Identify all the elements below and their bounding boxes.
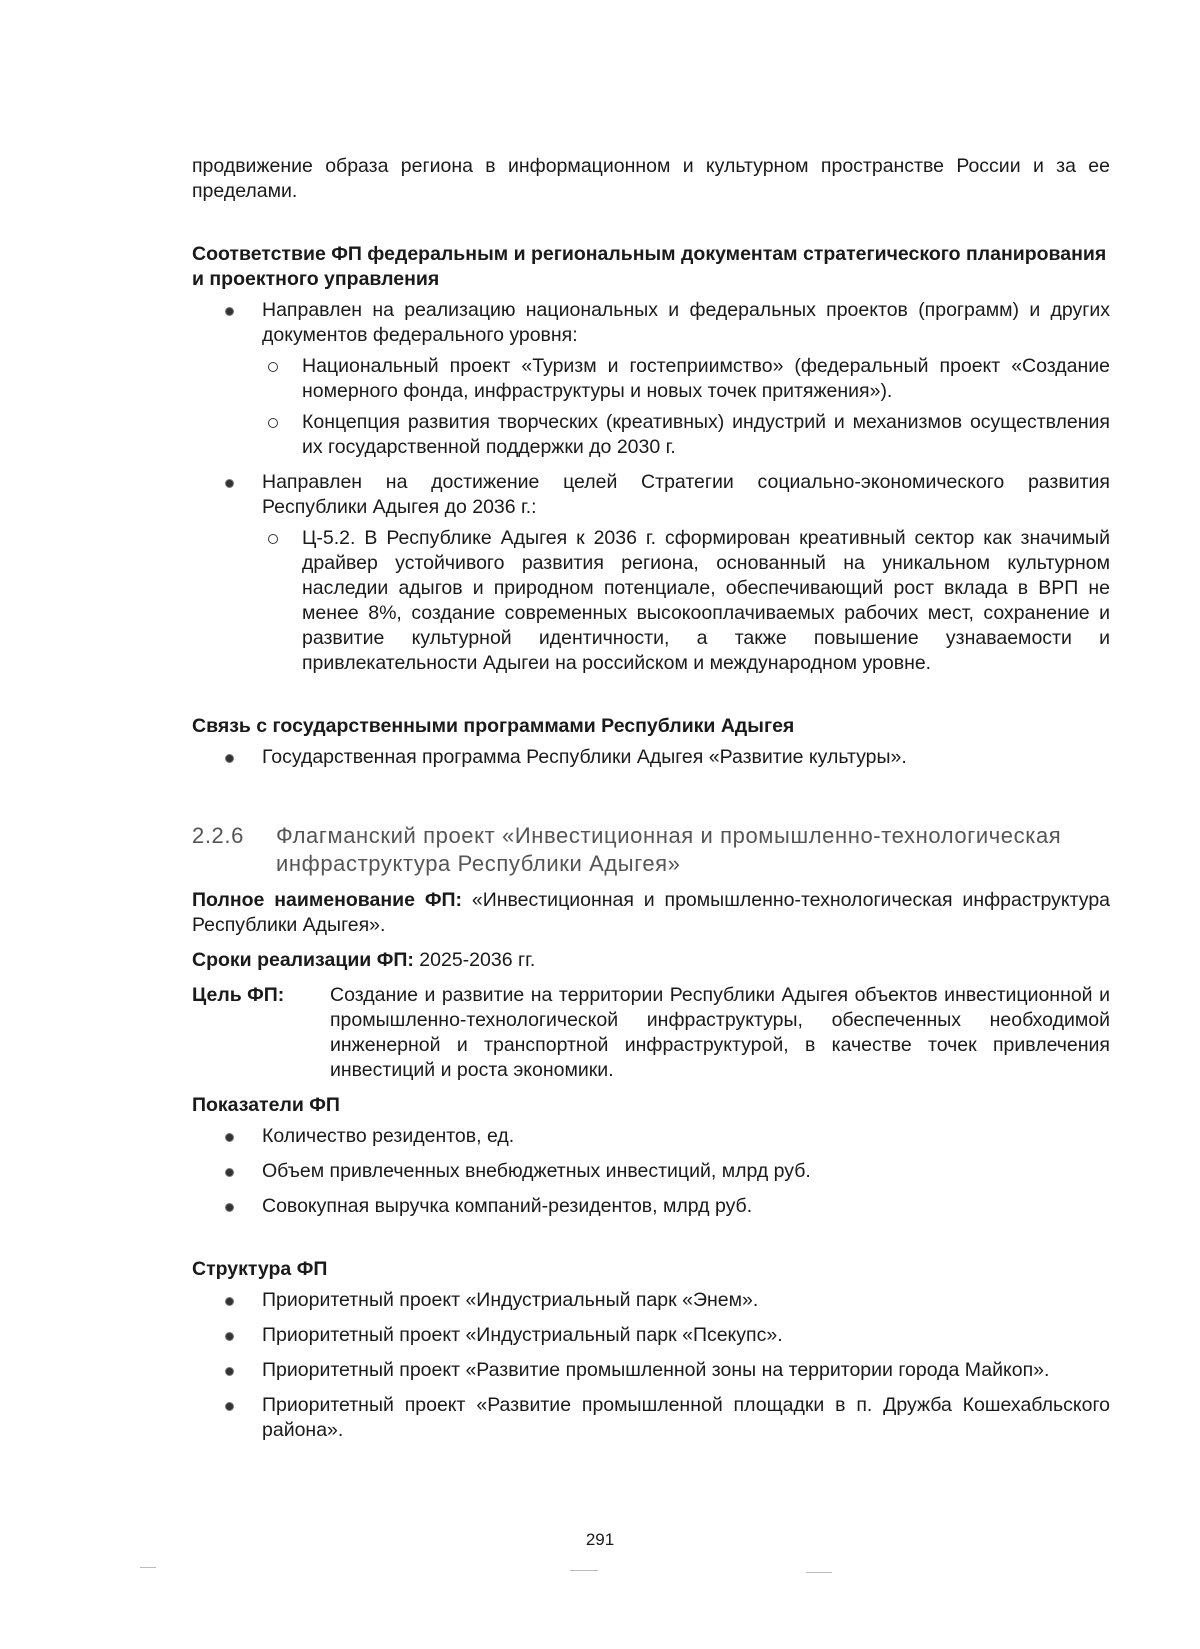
- list-item-text: Государственная программа Республики Адыгея «Развитие культуры».: [262, 746, 907, 768]
- sub-list-item-text: Ц-5.2. В Республике Адыгея к 2036 г. сформирован креативный сектор как значимый драйвер устойчивого развития региона, основанный на уникальном культурном наследии адыгов и природном потенциале, обеспечивающий рост вклада в ВРП не менее 8%, создание современных высокооплачиваемых рабочих мест, сохранение и развитие культурной идентичности, а также повышение узнаваемости и привлекательности Адыгеи на российском и международном уровне.: [302, 527, 1110, 674]
- terms-value: 2025-2036 гг.: [419, 949, 536, 971]
- structure-list: [192, 1288, 1110, 1443]
- list-item-text: Совокупная выручка компаний-резидентов, млрд руб.: [262, 1195, 753, 1217]
- list-item-text: Приоритетный проект «Индустриальный парк «Псекупс».: [262, 1324, 783, 1346]
- list-item-text: Направлен на реализацию национальных и федеральных проектов (программ) и других документов федерального уровня:: [262, 299, 1110, 346]
- sub-list: [262, 526, 1110, 676]
- list-item: [192, 1393, 1110, 1443]
- indicators-list: [192, 1124, 1110, 1219]
- sub-list: [262, 354, 1110, 460]
- page-number: 291: [585, 1530, 615, 1549]
- bullet-icon: [225, 1168, 234, 1177]
- list-item: [192, 1159, 1110, 1184]
- full-name-row: [192, 888, 1110, 938]
- list-item: [192, 1194, 1110, 1219]
- full-name-value: «Инвестиционная и промышленно-технологическая инфраструктура Республики Адыгея».: [192, 889, 1111, 936]
- page-content: [192, 154, 1110, 1443]
- sub-list-item: [262, 354, 1110, 404]
- goal-row: [192, 983, 1110, 1083]
- compliance-heading: Соответствие ФП федеральным и региональным документам стратегического планирования и проектного управления: [192, 243, 1107, 290]
- list-item: [192, 1124, 1110, 1149]
- list-item-text: Приоритетный проект «Развитие промышленной площадки в п. Дружба Кошехабльского района».: [262, 1394, 1110, 1441]
- bullet-icon: [225, 1367, 234, 1376]
- list-item-text: Направлен на достижение целей Стратегии социально-экономического развития Республики Адыгея до 2036 г.:: [262, 471, 1110, 518]
- section-title: Флагманский проект «Инвестиционная и промышленно-технологическая инфраструктура Республики Адыгея»: [276, 823, 1062, 876]
- compliance-list: [192, 298, 1110, 676]
- bullet-icon: [225, 1297, 234, 1306]
- circle-bullet-icon: [268, 534, 278, 544]
- bullet-icon: [225, 1402, 234, 1411]
- bullet-icon: [225, 754, 234, 763]
- terms-label: Сроки реализации ФП:: [192, 949, 414, 971]
- section-number: 2.2.6: [192, 823, 244, 848]
- section-heading: [192, 822, 1110, 878]
- list-item: [192, 1323, 1110, 1348]
- list-item: [192, 1358, 1110, 1383]
- sub-list-item-text: Национальный проект «Туризм и гостеприимство» (федеральный проект «Создание номерного фонда, инфраструктуры и новых точек притяжения»).: [302, 355, 1110, 402]
- bullet-icon: [225, 1203, 234, 1212]
- scan-artifact: [140, 1567, 156, 1568]
- sub-list-item: [262, 526, 1110, 676]
- structure-heading: Структура ФП: [192, 1258, 328, 1280]
- bullet-icon: [225, 307, 234, 316]
- list-item: [192, 745, 1110, 770]
- scan-artifact: [806, 1572, 832, 1573]
- list-item-text: Количество резидентов, ед.: [262, 1125, 515, 1147]
- indicators-heading: Показатели ФП: [192, 1094, 340, 1116]
- bullet-icon: [225, 1133, 234, 1142]
- list-item: [192, 1288, 1110, 1313]
- list-item-text: Объем привлеченных внебюджетных инвестиций, млрд руб.: [262, 1160, 811, 1182]
- list-item: [192, 298, 1110, 460]
- sub-list-item: [262, 410, 1110, 460]
- bullet-icon: [225, 1332, 234, 1341]
- circle-bullet-icon: [268, 418, 278, 428]
- goal-value: Создание и развитие на территории Республики Адыгея объектов инвестиционной и промышленно-технологической инфраструктуры, обеспеченных необходимой инженерной и транспортной инфраструктурой, в качестве точек привлечения инвестиций и роста экономики.: [330, 984, 1110, 1081]
- intro-paragraph: продвижение образа региона в информационном и культурном пространстве России и за ее пределами.: [192, 155, 1110, 202]
- circle-bullet-icon: [268, 362, 278, 372]
- list-item-text: Приоритетный проект «Развитие промышленной зоны на территории города Майкоп».: [262, 1359, 1050, 1381]
- list-item-text: Приоритетный проект «Индустриальный парк «Энем».: [262, 1289, 759, 1311]
- full-name-label: Полное наименование ФП:: [192, 889, 462, 911]
- programs-list: [192, 745, 1110, 770]
- terms-row: [192, 948, 1110, 973]
- list-item: [192, 470, 1110, 676]
- programs-heading: Связь с государственными программами Республики Адыгея: [192, 715, 795, 737]
- sub-list-item-text: Концепция развития творческих (креативных) индустрий и механизмов осуществления их государственной поддержки до 2030 г.: [302, 411, 1110, 458]
- bullet-icon: [225, 479, 234, 488]
- scan-artifact: [570, 1570, 598, 1571]
- goal-label: Цель ФП:: [192, 984, 285, 1006]
